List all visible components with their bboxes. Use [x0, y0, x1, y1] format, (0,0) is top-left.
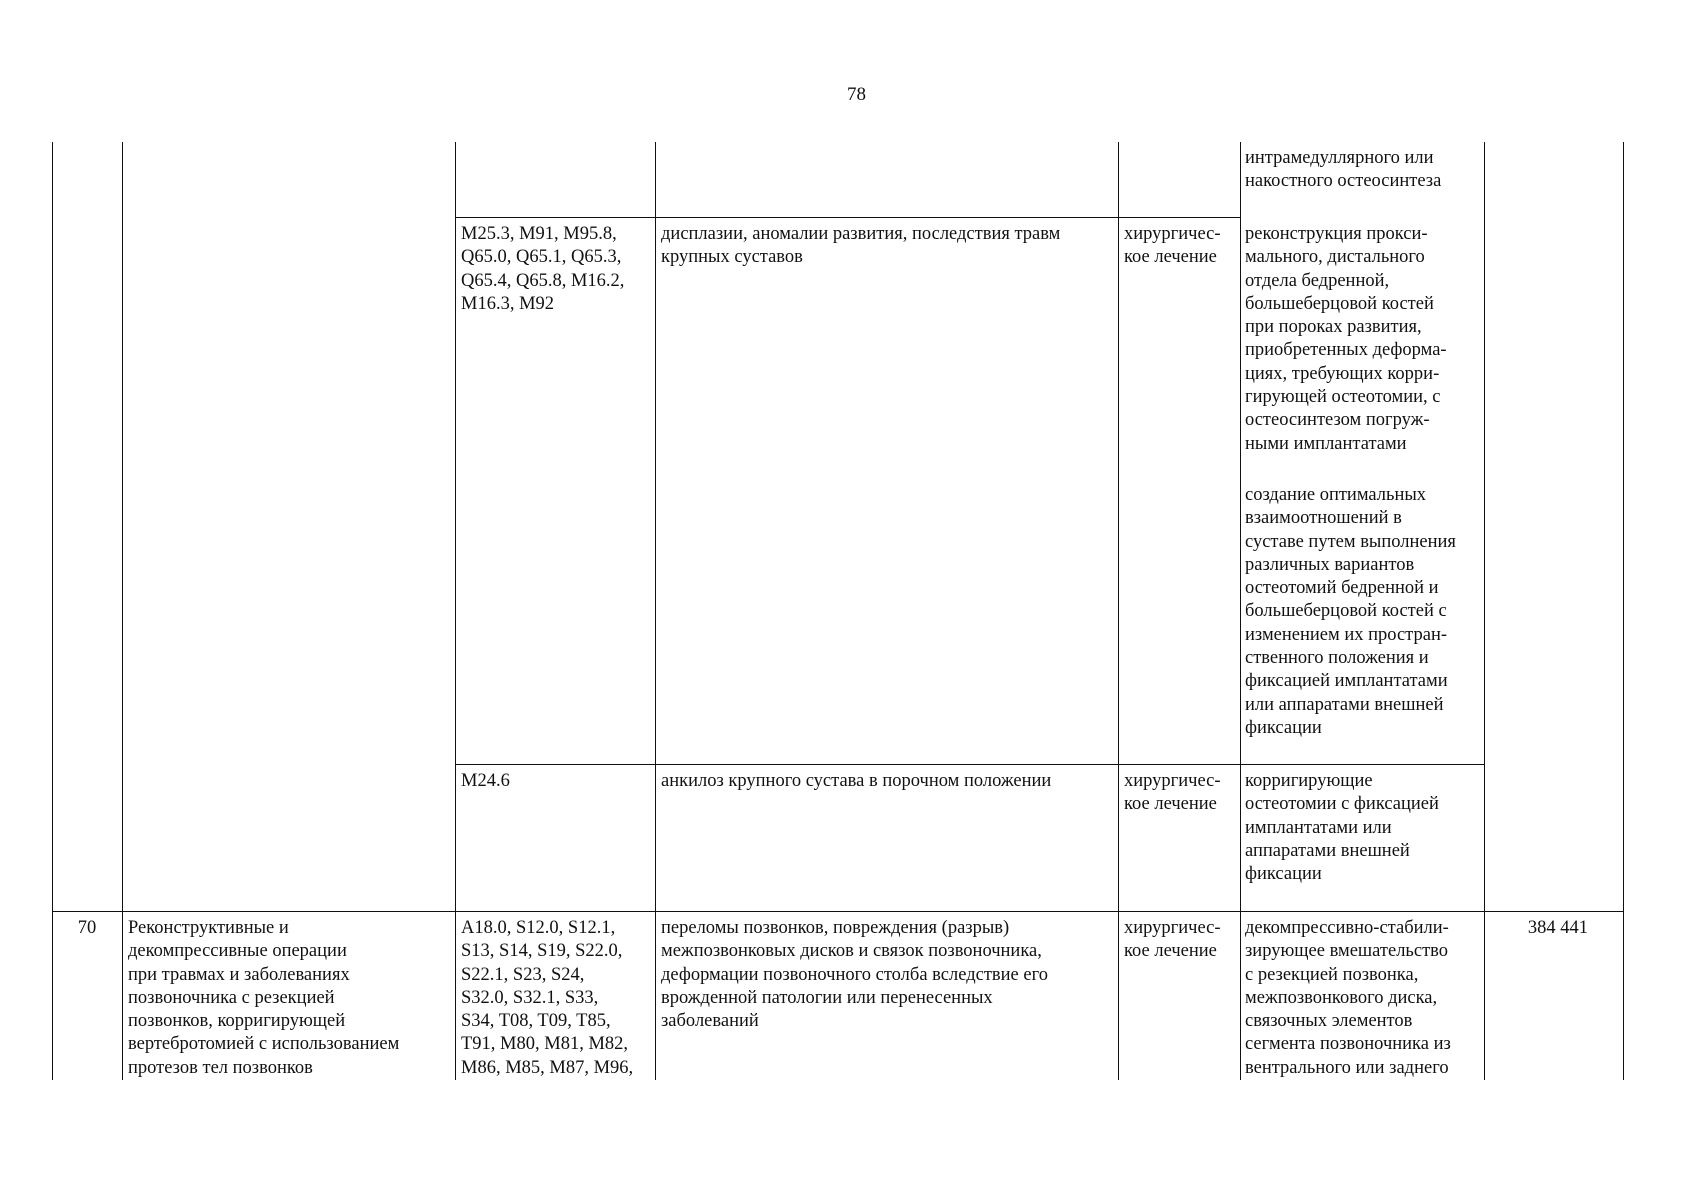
codes-cell: M25.3, M91, M95.8, Q65.0, Q65.1, Q65.3, Q65.4, Q65.8, M16.2, M16.3, M92 [461, 224, 625, 314]
row-divider [455, 764, 1484, 765]
method-cell: реконструкция прокси- мального, дистального отдела бедренной, большеберцовой костей при пороках развития, приобретенных деформа- циях, требующих корри- гирующей остеотомии, с остеосинтезом погруж- ными имплантатами [1245, 224, 1447, 454]
diagnosis-cell: дисплазии, аномалии развития, последствия травм крупных суставов [661, 224, 1061, 268]
codes-cell: A18.0, S12.0, S12.1, S13, S14, S19, S22.0, S22.1, S23, S24, S32.0, S32.1, S33, S34, T08, T09, T85, T91, M80, M81, M82, M86, M85, M87, M96, [461, 918, 634, 1078]
cost-cell: 384 441 [1527, 918, 1588, 938]
method-cell: декомпрессивно-стабили- зирующее вмешательство с резекцией позвонка, межпозвонкового диска, связочных элементов сегмента позвоночника из вентрального или заднего [1245, 918, 1451, 1078]
method-cell-continued: интрамедуллярного или накостного остеосинтеза [1245, 148, 1442, 192]
column-divider [1118, 142, 1119, 1080]
row-divider [52, 911, 1623, 912]
table-border-left [52, 142, 53, 1080]
page-number: 78 [847, 84, 866, 105]
codes-cell: M24.6 [461, 771, 510, 791]
treatment-type-cell: хирургичес- кое лечение [1124, 224, 1221, 268]
column-divider [122, 142, 123, 1080]
column-divider [1240, 142, 1241, 1080]
table-border-right [1623, 142, 1624, 1080]
method-cell: корригирующие остеотомии с фиксацией имплантатами или аппаратами внешней фиксации [1245, 771, 1439, 885]
method-cell: создание оптимальных взаимоотношений в суставе путем выполнения различных вариантов остеотомий бедренной и большеберцовой костей с изменением их простран- ственного положения и фиксацией имплантатами или аппаратами внешней фиксации [1245, 485, 1456, 738]
column-divider [455, 142, 456, 1080]
row-number-cell: 70 [77, 918, 97, 938]
column-divider [1484, 142, 1485, 1080]
row-divider [455, 217, 1240, 218]
column-divider [655, 142, 656, 1080]
diagnosis-cell: переломы позвонков, повреждения (разрыв) межпозвонковых дисков и связок позвоночника, деформации позвоночного столба вследствие его врожденной патологии или перенесенных заболеваний [661, 918, 1048, 1032]
treatment-type-cell: хирургичес- кое лечение [1124, 918, 1221, 962]
procedure-name-cell: Реконструктивные и декомпрессивные операции при травмах и заболеваниях позвоночника с резекцией позвонков, корригирующей вертебротомией с использованием протезов тел позвонков [128, 918, 400, 1078]
diagnosis-cell: анкилоз крупного сустава в порочном положении [661, 771, 1052, 791]
treatment-type-cell: хирургичес- кое лечение [1124, 771, 1221, 815]
